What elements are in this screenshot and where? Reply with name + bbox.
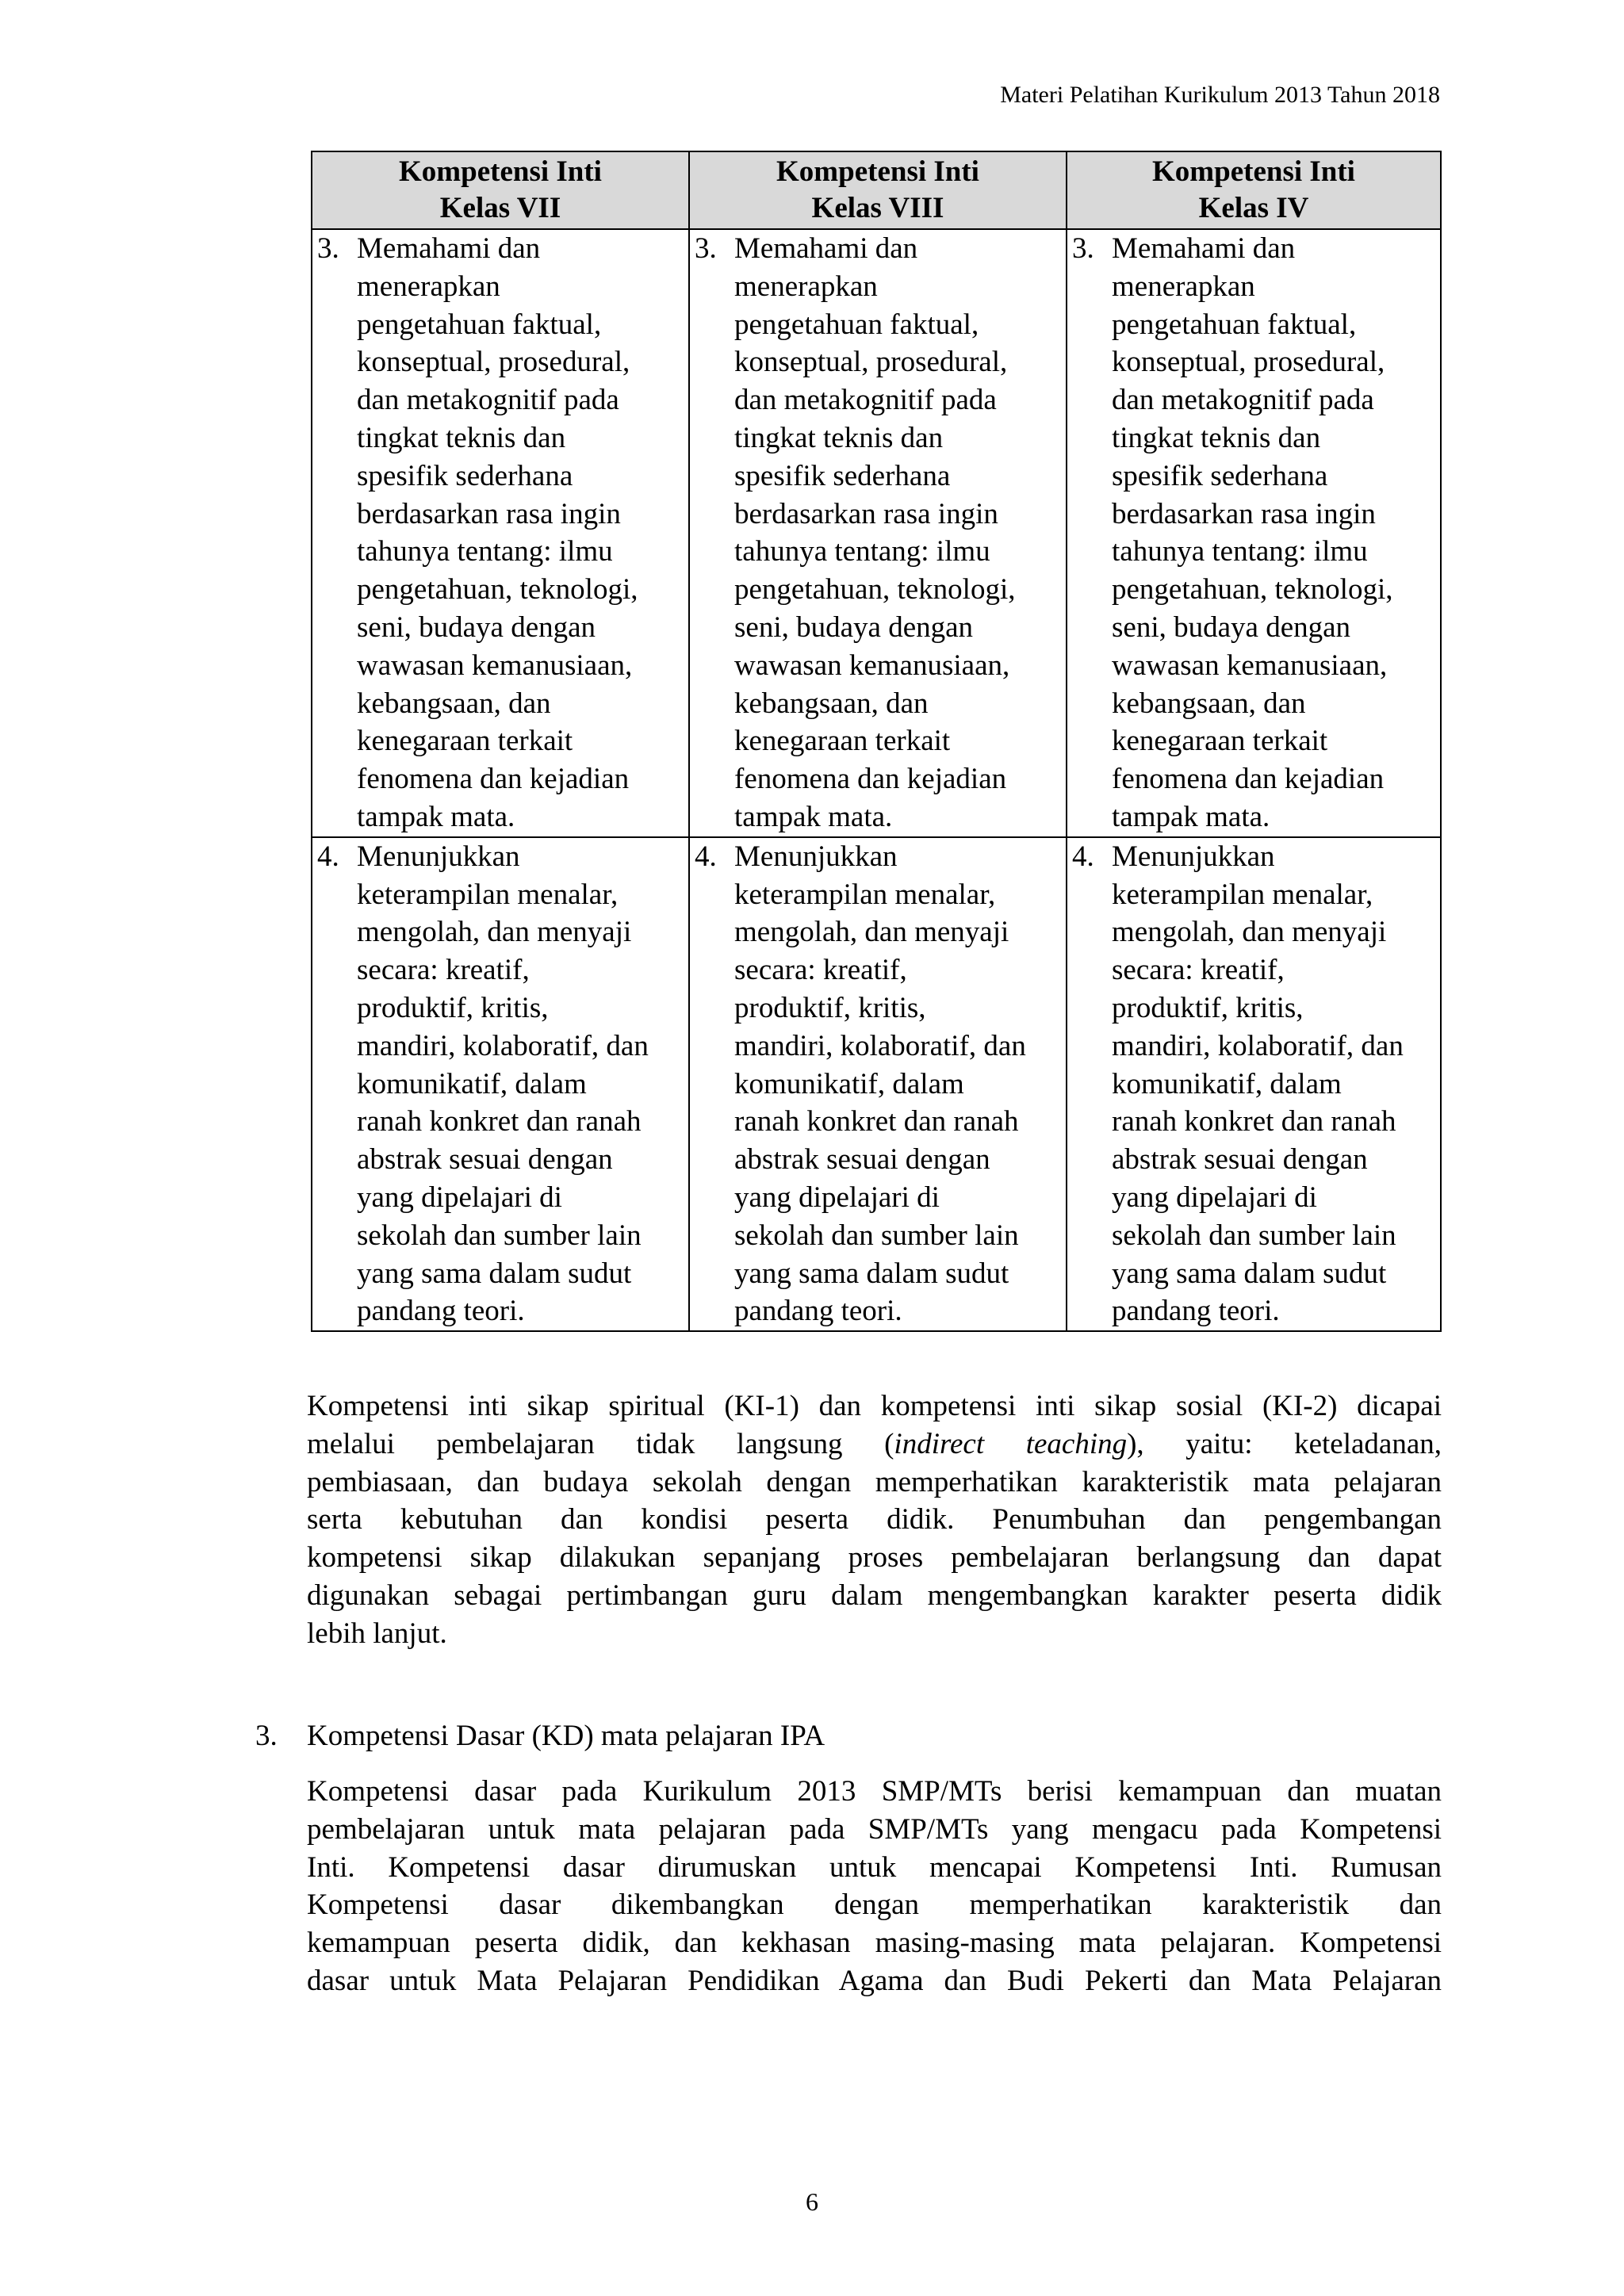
item-text-line: pengetahuan, teknologi, bbox=[357, 573, 638, 607]
item-text-line: Memahami dan bbox=[1112, 232, 1296, 265]
item-text-line: wawasan kemanusiaan, bbox=[734, 649, 1010, 682]
item-text-line: mengolah, dan menyaji bbox=[357, 916, 632, 949]
item-text-line: yang dipelajari di bbox=[734, 1181, 940, 1214]
item-text-line: seni, budaya dengan bbox=[1112, 610, 1351, 644]
item-text-line: ranah konkret dan ranah bbox=[1112, 1105, 1396, 1138]
table-cell bbox=[1067, 837, 1441, 1331]
item-text-line: konseptual, prosedural, bbox=[734, 346, 1008, 379]
item-text-line: tingkat teknis dan bbox=[734, 421, 944, 454]
column-header-kelas-vii bbox=[312, 151, 689, 229]
running-header: Materi Pelatihan Kurikulum 2013 Tahun 2018 bbox=[1000, 82, 1440, 108]
item-text-line: ranah konkret dan ranah bbox=[734, 1105, 1019, 1138]
item-text-line: mengolah, dan menyaji bbox=[734, 916, 1009, 949]
item-text-line: kenegaraan terkait bbox=[1112, 725, 1328, 758]
item-text-line: dan metakognitif pada bbox=[357, 384, 619, 417]
item-text-line: komunikatif, dalam bbox=[734, 1067, 964, 1100]
table-row bbox=[312, 837, 1441, 1331]
item-text-line: secara: kreatif, bbox=[734, 954, 907, 987]
item-text-line: mandiri, kolaboratif, dan bbox=[734, 1029, 1026, 1062]
item-text-line: tampak mata. bbox=[1112, 800, 1270, 833]
text-line: Kompetensi inti sikap spiritual (KI-1) dan kompetensi inti sikap sosial (KI-2) dicapai bbox=[307, 1390, 1442, 1422]
table-cell bbox=[1067, 229, 1441, 837]
item-text-line: pandang teori. bbox=[1112, 1295, 1280, 1328]
text-line: lebih lanjut. bbox=[307, 1617, 447, 1650]
item-text-line: secara: kreatif, bbox=[1112, 954, 1285, 987]
item-text-line: spesifik sederhana bbox=[734, 459, 951, 492]
paragraph-kompetensi-dasar bbox=[307, 1773, 1442, 2000]
item-text-line: produktif, kritis, bbox=[1112, 991, 1304, 1024]
item-text-line: tingkat teknis dan bbox=[357, 421, 566, 454]
item-text-line: fenomena dan kejadian bbox=[734, 763, 1007, 796]
italic-term: indirect teaching bbox=[894, 1427, 1128, 1460]
item-text-line: menerapkan bbox=[734, 270, 878, 303]
item-text-line: yang sama dalam sudut bbox=[1112, 1257, 1387, 1290]
text-line: Kompetensi dasar pada Kurikulum 2013 SMP/MTs berisi kemampuan dan muatan bbox=[307, 1775, 1442, 1808]
item-text-line: pengetahuan faktual, bbox=[1112, 308, 1357, 341]
item-text-line: berdasarkan rasa ingin bbox=[734, 497, 998, 530]
item-text-line: konseptual, prosedural, bbox=[1112, 346, 1385, 379]
item-text-line: konseptual, prosedural, bbox=[357, 346, 630, 379]
column-title: Kompetensi Inti bbox=[399, 155, 602, 188]
item-text-line: keterampilan menalar, bbox=[357, 878, 619, 911]
table-row bbox=[312, 229, 1441, 837]
text-line: digunakan sebagai pertimbangan guru dalam mengembangkan karakter peserta didik bbox=[307, 1578, 1442, 1612]
column-subtitle: Kelas VIII bbox=[811, 192, 944, 224]
item-text-line: dan metakognitif pada bbox=[1112, 384, 1374, 417]
item-text-line: dan metakognitif pada bbox=[734, 384, 997, 417]
item-number: 3. bbox=[317, 232, 339, 265]
text-run: melalui pembelajaran tidak langsung ( bbox=[307, 1427, 894, 1460]
item-text-line: spesifik sederhana bbox=[1112, 459, 1328, 492]
item-text-line: keterampilan menalar, bbox=[734, 878, 996, 911]
table-cell bbox=[689, 229, 1067, 837]
item-text-line: seni, budaya dengan bbox=[734, 610, 974, 644]
item-text-line: ranah konkret dan ranah bbox=[357, 1105, 642, 1138]
item-text-line: abstrak sesuai dengan bbox=[1112, 1143, 1368, 1177]
item-text-line: pandang teori. bbox=[357, 1295, 525, 1328]
column-header-kelas-viii bbox=[689, 151, 1067, 229]
item-text-line: sekolah dan sumber lain bbox=[1112, 1219, 1396, 1252]
item-text-line: sekolah dan sumber lain bbox=[357, 1219, 642, 1252]
table-cell bbox=[312, 229, 689, 837]
item-text-line: kebangsaan, dan bbox=[357, 687, 551, 720]
table-cell bbox=[312, 837, 689, 1331]
numbered-item bbox=[317, 838, 684, 1330]
column-subtitle: Kelas VII bbox=[439, 192, 561, 224]
item-text-line: Memahami dan bbox=[734, 232, 918, 265]
table-cell bbox=[689, 837, 1067, 1331]
paragraph-kompetensi-sikap bbox=[307, 1387, 1442, 1653]
column-subtitle: Kelas IV bbox=[1198, 192, 1309, 224]
item-text-line: yang sama dalam sudut bbox=[734, 1257, 1009, 1290]
item-text-line: abstrak sesuai dengan bbox=[357, 1143, 613, 1177]
item-text-line: berdasarkan rasa ingin bbox=[1112, 497, 1376, 530]
item-text-line: pengetahuan, teknologi, bbox=[1112, 573, 1393, 607]
numbered-item bbox=[1072, 838, 1435, 1330]
section-number: 3. bbox=[255, 1720, 278, 1752]
item-text-line: tingkat teknis dan bbox=[1112, 421, 1321, 454]
text-line: Kompetensi dasar dikembangkan dengan memperhatikan karakteristik dan bbox=[307, 1888, 1442, 1922]
column-header-kelas-iv bbox=[1067, 151, 1441, 229]
kompetensi-inti-table bbox=[311, 151, 1442, 1332]
numbered-item bbox=[695, 230, 1061, 836]
item-text-line: tahunya tentang: ilmu bbox=[1112, 535, 1368, 568]
numbered-item bbox=[1072, 230, 1435, 836]
item-text-line: fenomena dan kejadian bbox=[1112, 763, 1385, 796]
item-text-line: kebangsaan, dan bbox=[734, 687, 929, 720]
item-text-line: yang sama dalam sudut bbox=[357, 1257, 632, 1290]
numbered-item bbox=[317, 230, 684, 836]
item-text-line: mandiri, kolaboratif, dan bbox=[1112, 1029, 1404, 1062]
item-text-line: komunikatif, dalam bbox=[1112, 1067, 1342, 1100]
section-heading bbox=[255, 1717, 825, 1755]
item-text-line: pengetahuan, teknologi, bbox=[734, 573, 1016, 607]
text-line bbox=[307, 1425, 1442, 1464]
item-text-line: Menunjukkan bbox=[1112, 840, 1275, 873]
item-number: 3. bbox=[1072, 232, 1094, 265]
item-text-line: Menunjukkan bbox=[357, 840, 520, 873]
item-text-line: kebangsaan, dan bbox=[1112, 687, 1306, 720]
item-text-line: yang dipelajari di bbox=[1112, 1181, 1317, 1214]
item-number: 4. bbox=[695, 840, 717, 873]
text-line: kompetensi sikap dilakukan sepanjang proses pembelajaran berlangsung dan dapat bbox=[307, 1541, 1442, 1575]
text-line: pembiasaan, dan budaya sekolah dengan memperhatikan karakteristik mata pelajaran bbox=[307, 1465, 1442, 1498]
text-run: ), yaitu: keteladanan, bbox=[1127, 1427, 1442, 1460]
item-number: 4. bbox=[317, 840, 339, 873]
item-text-line: pandang teori. bbox=[734, 1295, 902, 1328]
item-text-line: berdasarkan rasa ingin bbox=[357, 497, 621, 530]
text-line: dasar untuk Mata Pelajaran Pendidikan Agama dan Budi Pekerti dan Mata Pelajaran bbox=[307, 1964, 1442, 1997]
item-text-line: wawasan kemanusiaan, bbox=[1112, 649, 1388, 682]
item-text-line: seni, budaya dengan bbox=[357, 610, 596, 644]
text-line: kemampuan peserta didik, dan kekhasan masing-masing mata pelajaran. Kompetensi bbox=[307, 1927, 1442, 1960]
item-text-line: produktif, kritis, bbox=[734, 991, 926, 1024]
section-title: Kompetensi Dasar (KD) mata pelajaran IPA bbox=[307, 1720, 825, 1752]
item-text-line: kenegaraan terkait bbox=[357, 725, 573, 758]
item-text-line: yang dipelajari di bbox=[357, 1181, 562, 1214]
item-text-line: tahunya tentang: ilmu bbox=[357, 535, 613, 568]
item-text-line: kenegaraan terkait bbox=[734, 725, 951, 758]
item-text-line: mengolah, dan menyaji bbox=[1112, 916, 1387, 949]
item-number: 3. bbox=[695, 232, 717, 265]
item-text-line: pengetahuan faktual, bbox=[734, 308, 979, 341]
item-text-line: Menunjukkan bbox=[734, 840, 898, 873]
item-number: 4. bbox=[1072, 840, 1094, 873]
item-text-line: menerapkan bbox=[1112, 270, 1255, 303]
table-header-row bbox=[312, 151, 1441, 229]
item-text-line: keterampilan menalar, bbox=[1112, 878, 1373, 911]
item-text-line: pengetahuan faktual, bbox=[357, 308, 602, 341]
text-line: pembelajaran untuk mata pelajaran pada SMP/MTs yang mengacu pada Kompetensi bbox=[307, 1812, 1442, 1846]
item-text-line: menerapkan bbox=[357, 270, 500, 303]
item-text-line: spesifik sederhana bbox=[357, 459, 573, 492]
item-text-line: tampak mata. bbox=[734, 800, 893, 833]
column-title: Kompetensi Inti bbox=[776, 155, 979, 188]
item-text-line: fenomena dan kejadian bbox=[357, 763, 630, 796]
column-title: Kompetensi Inti bbox=[1152, 155, 1355, 188]
item-text-line: produktif, kritis, bbox=[357, 991, 549, 1024]
item-text-line: komunikatif, dalam bbox=[357, 1067, 587, 1100]
item-text-line: tampak mata. bbox=[357, 800, 515, 833]
item-text-line: tahunya tentang: ilmu bbox=[734, 535, 990, 568]
item-text-line: sekolah dan sumber lain bbox=[734, 1219, 1019, 1252]
item-text-line: abstrak sesuai dengan bbox=[734, 1143, 990, 1177]
item-text-line: secara: kreatif, bbox=[357, 954, 530, 987]
item-text-line: Memahami dan bbox=[357, 232, 541, 265]
text-line: Inti. Kompetensi dasar dirumuskan untuk mencapai Kompetensi Inti. Rumusan bbox=[307, 1850, 1442, 1884]
item-text-line: wawasan kemanusiaan, bbox=[357, 649, 633, 682]
page-number: 6 bbox=[806, 2187, 818, 2216]
text-line: serta kebutuhan dan kondisi peserta didik. Penumbuhan dan pengembangan bbox=[307, 1503, 1442, 1536]
item-text-line: mandiri, kolaboratif, dan bbox=[357, 1029, 649, 1062]
numbered-item bbox=[695, 838, 1061, 1330]
